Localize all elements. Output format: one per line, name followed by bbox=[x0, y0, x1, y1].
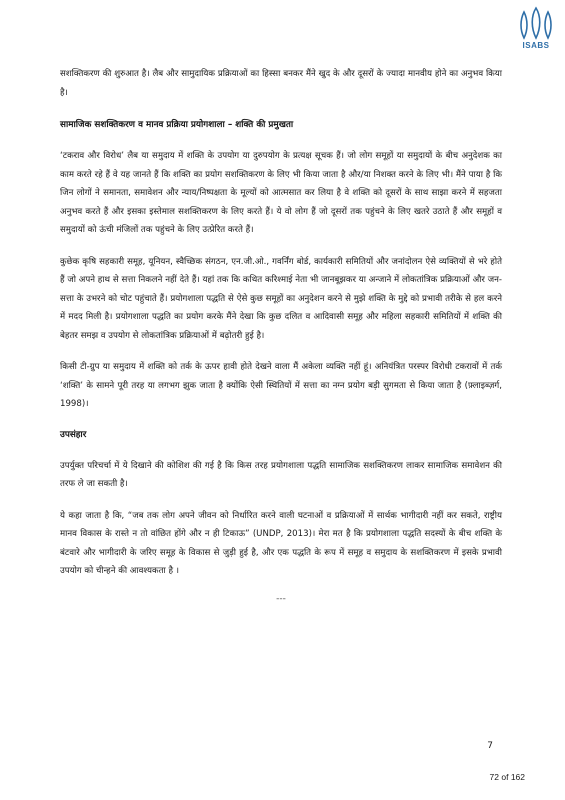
isabs-logo bbox=[515, 6, 557, 50]
isabs-logo-icon bbox=[517, 6, 555, 40]
intro-paragraph: सशक्तिकरण की शुरुआत है। लैब और सामुदायिक प्रक्रियाओं का हिस्सा बनकर मैंने खुद के और दूसरों के ज्यादा मानवीय होने का अनुभव किया है। bbox=[60, 69, 502, 98]
section-heading-conclusion: उपसंहार bbox=[60, 429, 87, 440]
paragraph-conflict: ‘टकराव और विरोध’ लैब या समुदाय में शक्ति के उपयोग या दुरुपयोग के प्रत्यक्ष सूचक हैं। जो लोग समूहों या समुदायों के बीच अनुदेशक का काम करते रहे हैं वे यह जानते हैं कि शक्ति का प्रयोग सशक्तिकरण के लिए भी किया जाता है और/या निशक्त करने के लिए भी। मैंने पाया है कि जिन लोगों ने समानता, समावेशन और न्याय/निष्पक्षता के मूल्यों को आत्मसात कर लिया है वे शक्ति को दूसरों के साथ साझा करने में सहजता अनुभव करते हैं और इसका इस्तेमाल सशक्तिकरण के लिए करते हैं। ये वो लोग हैं जो दूसरों तक पहुंचने के लिए खतरे उठाते हैं और समूहों व समुदायों को ऊंची मंजिलों तक पहुंचने के लिए उत्प्रेरित करते हैं। bbox=[60, 151, 502, 235]
section-heading-empowerment: सामाजिक सशक्तिकरण व मानव प्रक्रिया प्रयोगशाला – शक्ति की प्रमुखता bbox=[60, 120, 294, 130]
paragraph-t-group: किसी टी-ग्रुप या समुदाय में शक्ति को तर्क के ऊपर हावी होते देखने वाला मैं अकेला व्यक्ति नहीं हूं। अनियंत्रित परस्पर विरोधी टकरावों में तर्क ‘शक्ति’ के सामने पूरी तरह या लगभग झुक जाता है क्योंकि ऐसी स्थितियों में सत्ता का नग्न प्रयोग बड़ी सुगमता से किया जाता है (फ़्लाइब्ज़र्ग, 1998)। bbox=[60, 362, 502, 409]
page-count: 72 of 162 bbox=[489, 772, 525, 782]
paragraph-conclusion-2: ये कहा जाता है कि, “जब तक लोग अपने जीवन को निर्धारित करने वाली घटनाओं व प्रक्रियाओं में सार्थक भागीदारी नहीं कर सकते, राष्ट्रीय मानव विकास के रास्ते न तो वांछित होंगे और न ही टिकाऊ” (UNDP, 2013)। मेरा मत है कि प्रयोगशाला पद्धति सदस्यों के बीच शक्ति के बंटवारे और भागीदारी के जरिए समूह के विकास से जुड़ी हुई है, और एक पद्धति के रूप में समूह व समुदाय के सशक्तिकरण में इसके प्रभावी उपयोग को चीन्हने की आवश्यकता है । bbox=[60, 510, 502, 576]
page-number: 7 bbox=[487, 741, 493, 751]
paragraph-cooperatives: कुछेक कृषि सहकारी समूह, यूनियन, स्वैच्छिक संगठन, एन.जी.ओ., गवर्निंग बोर्ड, कार्यकारी समितियों और जनांदोलन ऐसे व्यक्तियों से भरे होते हैं जो अपने हाथ से सत्ता निकलने नहीं देते हैं। यहां तक कि कथित करिश्माई नेता भी जानबूझकर या अन्जाने में लोकतांत्रिक प्रक्रियाओं और जन-सत्ता के उभरने को चोट पहुंचाते हैं। प्रयोगशाला पद्धति से ऐसे कुछ समूहों का अनुदेशन करने से मुझे शक्ति के मुद्दे को प्रभावी तरीके से हल करने में मदद मिली है। प्रयोगशाला पद्धति का प्रयोग करके मैंने देखा कि कुछ दलित व आदिवासी समूह और महिला सहकारी समितियों में शक्ति की बेहतर समझ व उपयोग से लोकतांत्रिक प्रक्रियाओं में बढ़ोतरी हुई है। bbox=[60, 256, 502, 341]
paragraph-conclusion-1: उपर्युक्त परिचर्चा में ये दिखाने की कोशिश की गई है कि किस तरह प्रयोगशाला पद्धति सामाजिक सशक्तिकरण लाकर सामाजिक समावेशन की तरफ ले जा सकती है। bbox=[60, 460, 502, 489]
section-separator: --- bbox=[276, 593, 286, 604]
logo-text: ISABS bbox=[522, 41, 550, 50]
document-body bbox=[60, 65, 502, 604]
